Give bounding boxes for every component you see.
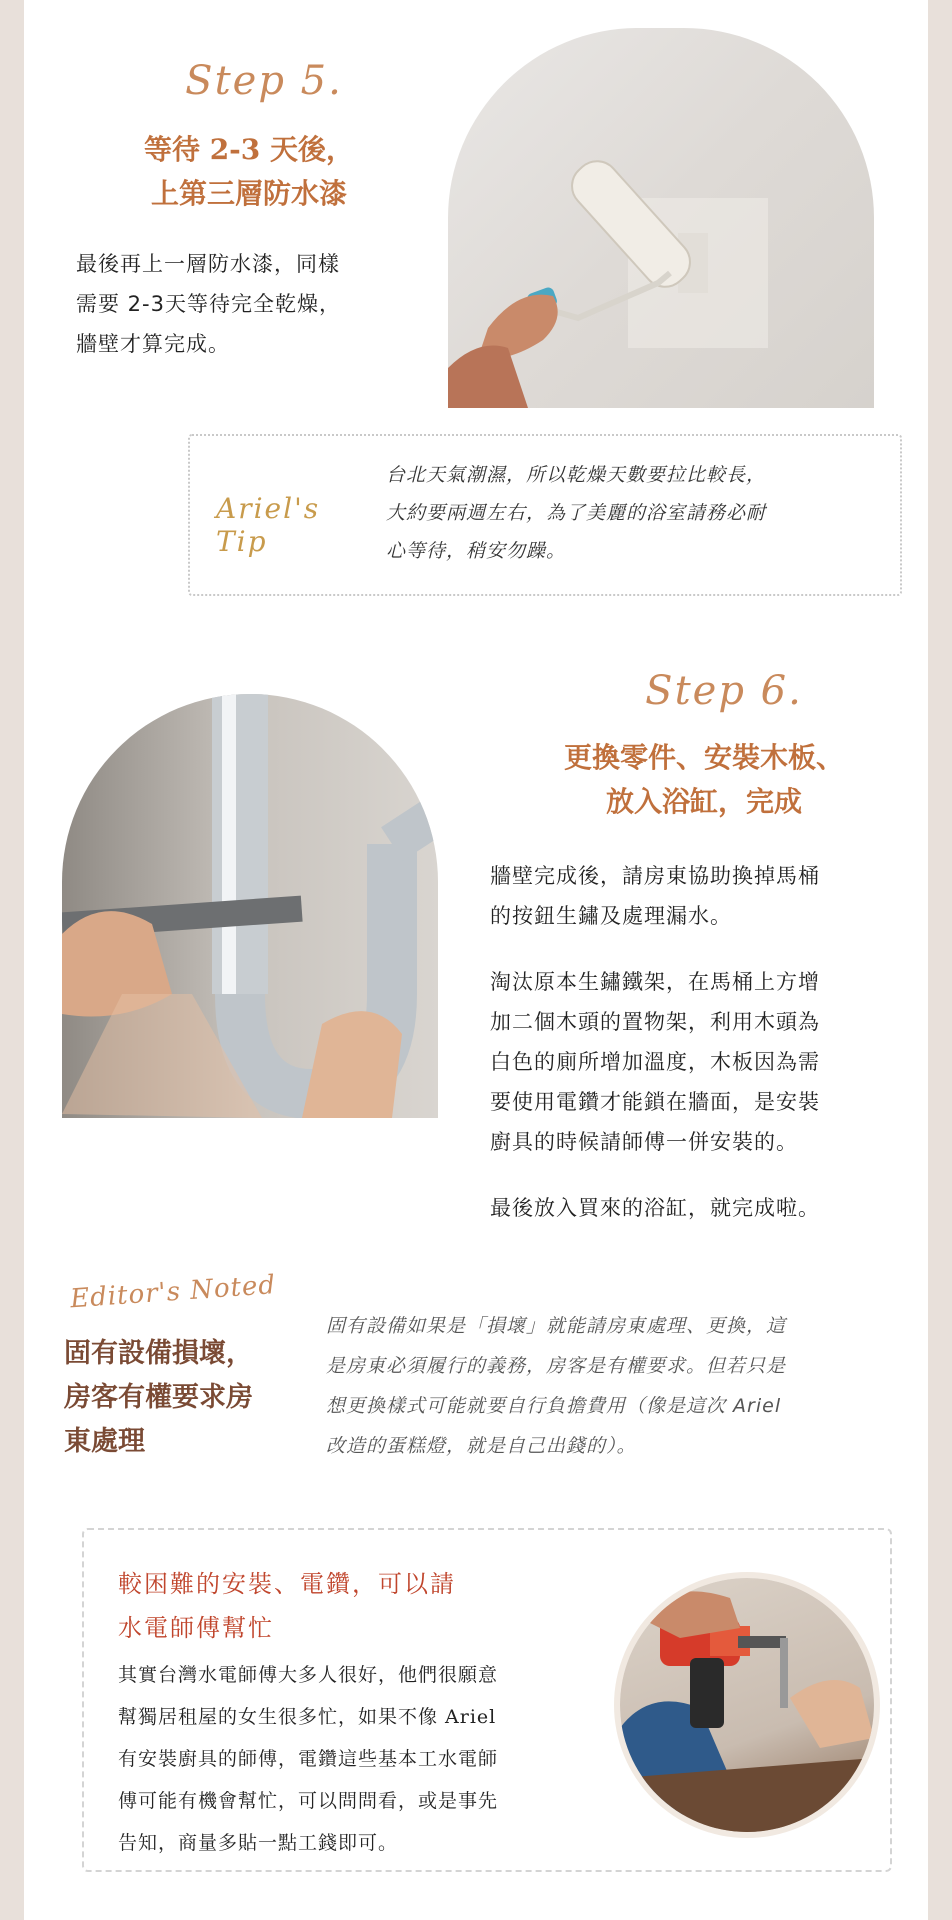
article-page — [24, 0, 928, 1920]
paint-roller-image — [448, 28, 874, 408]
step6-para3 — [490, 1188, 910, 1228]
advice-line: 其實台灣水電師傅大多人很好，他們很願意 — [118, 1664, 499, 1686]
step6-line: 淘汰原本生鏽鐵架，在馬桶上方增 — [490, 970, 820, 994]
tip-text — [386, 456, 886, 570]
advice-heading-line: 水電師傅幫忙 — [118, 1614, 274, 1642]
step6-line: 最後放入買來的浴缸，就完成啦。 — [490, 1196, 820, 1220]
power-drill-icon — [620, 1578, 874, 1832]
editor-line: 是房東必須履行的義務，房客是有權要求。但若只是 — [326, 1355, 787, 1377]
step5-title-line1: 等待 2-3 天後， — [143, 133, 355, 166]
step6-line: 的按鈕生鏽及處理漏水。 — [490, 904, 732, 928]
tip-box — [188, 434, 902, 596]
advice-heading-line: 較困難的安裝、電鑽，可以請 — [118, 1570, 456, 1598]
step6-line: 白色的廁所增加溫度，木板因為需 — [490, 1050, 820, 1074]
editor-body — [326, 1306, 911, 1466]
tip-line: 台北天氣潮濕，所以乾燥天數要拉比較長， — [386, 464, 767, 486]
advice-line: 傅可能有機會幫忙，可以問問看，或是事先 — [118, 1790, 499, 1812]
editor-line: 改造的蛋糕燈，就是自己出錢的）。 — [326, 1435, 637, 1457]
step6-para1 — [490, 856, 910, 936]
pipe-wrench-image — [62, 694, 438, 1118]
step6-para2 — [490, 962, 910, 1162]
step5-label: Step 5. — [185, 58, 343, 104]
step6-label: Step 6. — [645, 668, 803, 714]
step5-body — [76, 244, 416, 364]
advice-line: 告知，商量多貼一點工錢即可。 — [118, 1832, 399, 1854]
tip-line: 大約要兩週左右，為了美麗的浴室請務必耐 — [386, 502, 767, 524]
step6-body — [490, 856, 910, 1228]
power-drill-image — [620, 1578, 874, 1832]
step6-title-line1: 更換零件、安裝木板、 — [563, 741, 844, 774]
step5-body-line: 需要 2-3天等待完全乾燥， — [76, 292, 341, 316]
editor-heading-line: 房客有權要求房 — [64, 1382, 253, 1413]
editor-heading-line: 固有設備損壞， — [64, 1338, 253, 1369]
editor-heading-line: 東處理 — [64, 1426, 145, 1457]
pipe-icon — [62, 694, 438, 1118]
advice-box — [82, 1528, 892, 1872]
editor-label: Editor's Noted — [69, 1270, 277, 1315]
step6-title-line2: 放入浴缸，完成 — [605, 785, 802, 818]
step6-title — [524, 736, 884, 824]
step6-line: 牆壁完成後，請房東協助換掉馬桶 — [490, 864, 820, 888]
advice-heading — [118, 1562, 538, 1650]
step6-line: 加二個木頭的置物架，利用木頭為 — [490, 1010, 820, 1034]
step5-body-line: 牆壁才算完成。 — [76, 332, 230, 356]
editor-line: 固有設備如果是「損壞」就能請房東處理、更換，這 — [326, 1315, 787, 1337]
tip-line: 心等待，稍安勿躁。 — [386, 540, 567, 562]
editor-heading — [64, 1332, 304, 1464]
tip-label: Ariel's Tip — [216, 492, 321, 558]
advice-line: 幫獨居租屋的女生很多忙，如果不像 Ariel — [118, 1706, 497, 1728]
paint-roller-icon — [448, 28, 874, 408]
step5-body-line: 最後再上一層防水漆，同樣 — [76, 252, 340, 276]
step6-line: 要使用電鑽才能鎖在牆面，是安裝 — [490, 1090, 820, 1114]
step5-title-line2: 上第三層防水漆 — [150, 177, 347, 210]
editor-line: 想更換樣式可能就要自行負擔費用（像是這次 Ariel — [326, 1395, 782, 1417]
advice-body — [118, 1654, 578, 1864]
step5-title — [104, 128, 394, 216]
step6-line: 廚具的時候請師傅一併安裝的。 — [490, 1130, 798, 1154]
advice-line: 有安裝廚具的師傅，電鑽這些基本工水電師 — [118, 1748, 499, 1770]
